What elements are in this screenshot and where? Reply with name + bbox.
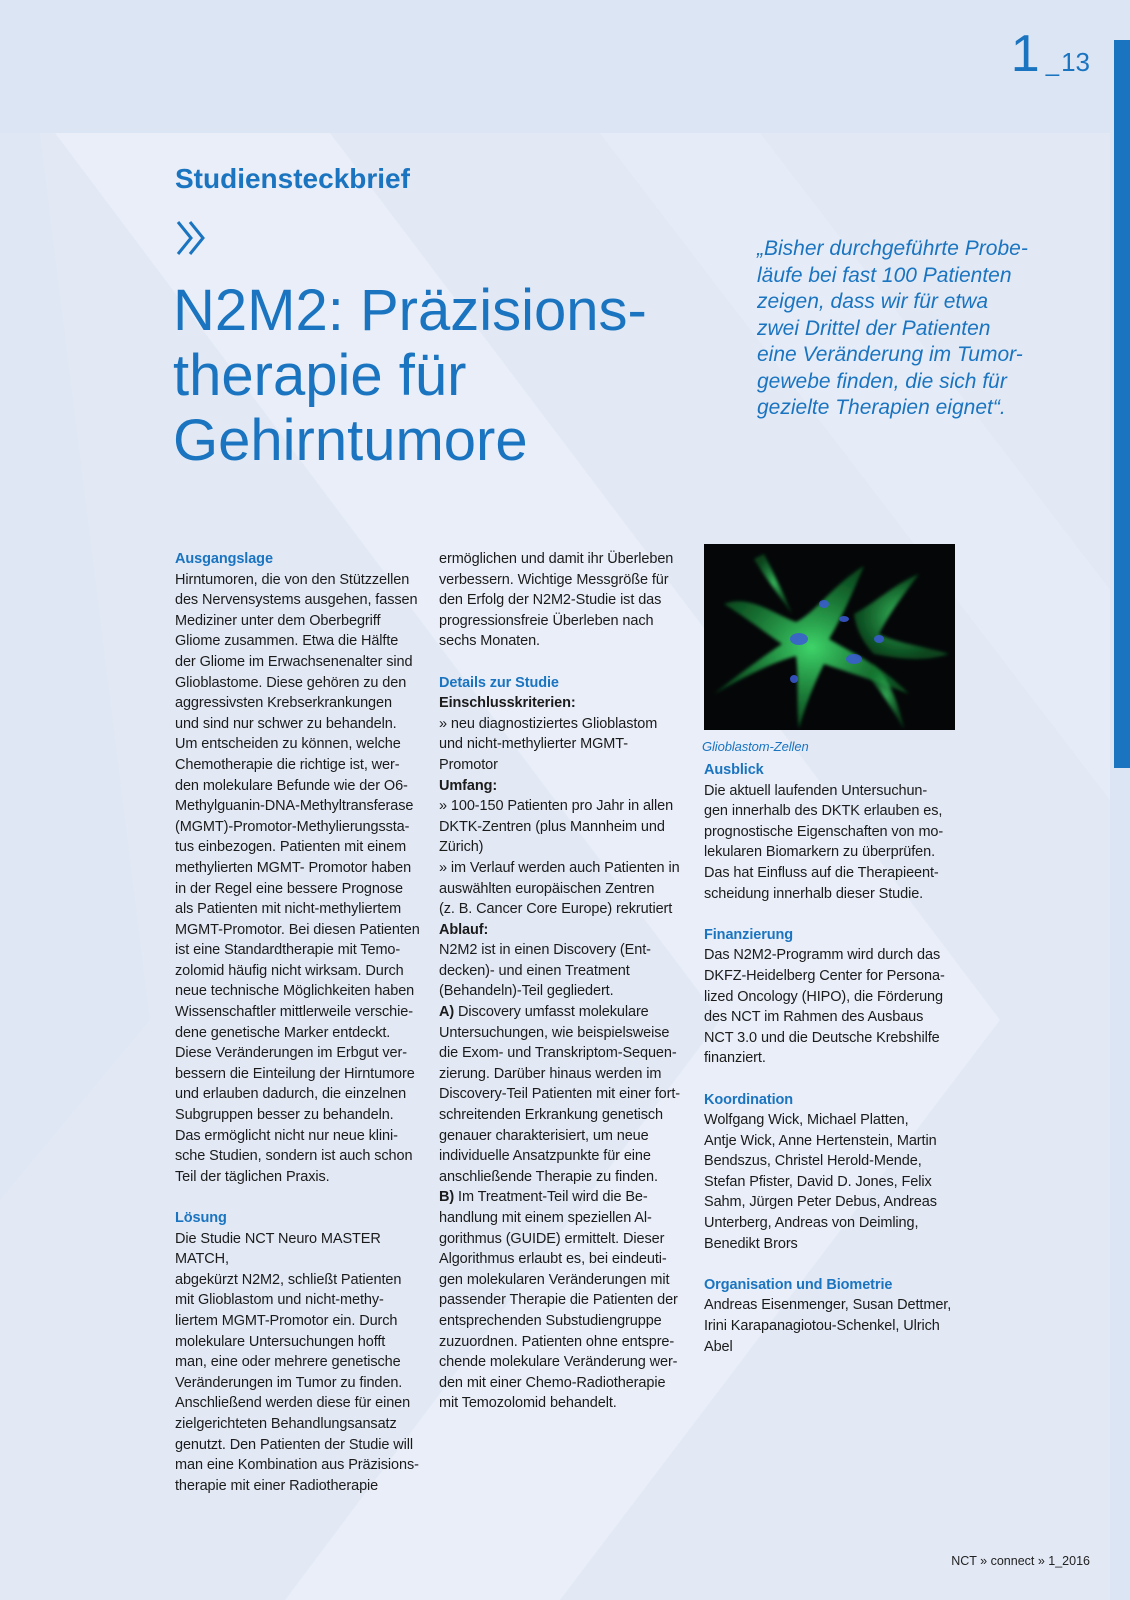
title-line: N2M2: Präzisions- (173, 278, 647, 343)
text-line: zuzuordnen. Patienten ohne entspre- (439, 1333, 675, 1350)
text-line: molekulare Untersuchungen hofft (175, 1333, 386, 1350)
text-line: liertem MGMT-Promotor ein. Durch (175, 1312, 398, 1329)
text-line: lized Oncology (HIPO), die Förderung (704, 988, 943, 1005)
text-line: Das ermöglicht nicht nur neue klini- (175, 1127, 398, 1144)
text-line: genauer charakterisiert, um neue (439, 1127, 649, 1144)
text-line: » im Verlauf werden auch Patienten in (439, 859, 680, 876)
text-line: und erlauben dadurch, die einzelnen (175, 1086, 407, 1103)
text-line: Untersuchungen, wie beispielsweise (439, 1024, 670, 1041)
text-line: handlung mit einem speziellen Al- (439, 1210, 652, 1226)
text-line: Glioblastome. Diese gehören zu den (175, 674, 407, 691)
text-line: Chemotherapie die richtige ist, wer- (175, 756, 400, 773)
paragraph-continued (439, 549, 701, 652)
page-number (1010, 25, 1090, 83)
text-line: sechs Monaten. (439, 633, 540, 650)
text-line: verbessern. Wichtige Messgröße für (439, 571, 669, 588)
quote-line: zeigen, dass wir für etwa (757, 290, 989, 313)
text-column-3 (704, 549, 966, 1357)
page-separator: _ (1045, 50, 1060, 77)
text-line: decken)- und einen Treatment (439, 962, 630, 979)
text-line: in der Regel eine bessere Prognose (175, 880, 403, 897)
text-line: und nicht-methylierter MGMT- (439, 736, 628, 753)
text-column-1 (175, 549, 427, 1496)
text-line: entsprechenden Substudiengruppe (439, 1312, 662, 1329)
text-span: Im Treatment-Teil wird die Be- (454, 1189, 648, 1206)
text-line: zolomid häufig nicht wirksam. Durch (175, 962, 404, 979)
text-line: mit Glioblastom und nicht-methy- (175, 1292, 384, 1309)
glioblastoma-cells-photo (704, 544, 955, 730)
text-line: Um entscheiden zu können, welche (175, 736, 401, 753)
quote-line: läufe bei fast 100 Patienten (757, 263, 1012, 287)
label-umfang: Umfang: (439, 777, 498, 794)
text-line: mit Temozolomid behandelt. (439, 1395, 617, 1412)
text-column-2 (439, 549, 701, 1414)
text-line: Promotor (439, 756, 498, 773)
text-line: anschließende Therapie zu finden. (439, 1168, 658, 1185)
photo-caption: Glioblastom-Zellen (702, 739, 809, 754)
paragraph-ausgangslage (175, 570, 427, 1188)
text-line: » neu diagnostiziertes Glioblastom (439, 715, 658, 732)
heading-organisation: Organisation und Biometrie (704, 1276, 893, 1293)
text-line: der Gliome im Erwachsenenalter sind (175, 653, 413, 670)
quote-line: gezielte Therapien eignet“. (757, 396, 1006, 419)
chapter-number: 1 (1010, 25, 1040, 83)
text-line: des NCT im Rahmen des Ausbaus (704, 1009, 924, 1026)
text-line: Discovery-Teil Patienten mit einer fort- (439, 1086, 680, 1103)
text-line: MGMT-Promotor. Bei diesen Patienten (175, 921, 420, 938)
page-number-value: 13 (1061, 47, 1090, 77)
text-line: Andreas Eisenmenger, Susan Dettmer, (704, 1297, 952, 1314)
text-line: zierung. Darüber hinaus werden im (439, 1065, 662, 1082)
double-chevron-right-icon (175, 220, 209, 261)
title-line: Gehirntumore (173, 408, 528, 473)
text-line: abgekürzt N2M2, schließt Patienten (175, 1271, 402, 1288)
text-line: prognostische Eigenschaften von mo- (704, 823, 944, 840)
text-line: » 100-150 Patienten pro Jahr in allen (439, 798, 674, 815)
text-line: gorithmus (GUIDE) ermittelt. Dieser (439, 1230, 665, 1247)
text-line: Zürich) (439, 839, 484, 856)
bullet-einschluss (439, 714, 701, 776)
text-line: progressionsfreie Überleben nach (439, 612, 654, 629)
text-line: man eine Kombination aus Präzisions- (175, 1457, 419, 1474)
text-line: den molekulare Befunde wie der O6- (175, 777, 408, 794)
text-line: des Nervensystems ausgehen, fassen (175, 592, 418, 609)
text-line: NCT 3.0 und die Deutsche Krebshilfe (704, 1029, 940, 1046)
paragraph-finanzierung (704, 945, 966, 1069)
text-line (439, 1002, 701, 1023)
side-accent-bar (1114, 40, 1130, 768)
text-line (439, 1187, 701, 1208)
text-line: Das N2M2-Programm wird durch das (704, 947, 941, 964)
paragraph-ablauf (439, 940, 701, 1414)
text-line: Subgruppen besser zu behandeln. (175, 1107, 394, 1124)
paragraph-koordination (704, 1110, 966, 1254)
bullet-umfang-1 (439, 796, 701, 858)
heading-loesung: Lösung (175, 1210, 227, 1226)
text-line: Methylguanin-DNA-Methyltransferase (175, 798, 414, 815)
text-line: (z. B. Cancer Core Europe) rekrutiert (439, 901, 673, 918)
text-line: Teil der täglichen Praxis. (175, 1168, 330, 1185)
text-line: dene genetische Marker entdeckt. (175, 1024, 391, 1041)
text-line: Hirntumoren, die von den Stützzellen (175, 571, 410, 588)
quote-line: zwei Drittel der Patienten (757, 316, 991, 340)
text-line: (Behandeln)-Teil gegliedert. (439, 983, 614, 1000)
text-line: Mediziner unter dem Oberbegriff (175, 612, 381, 629)
text-line: ermöglichen und damit ihr Überleben (439, 551, 674, 567)
text-line: als Patienten mit nicht-methyliertem (175, 901, 402, 918)
quote-line: „Bisher durchgeführte Probe- (757, 237, 1028, 260)
text-line: Anschließend werden diese für einen (175, 1395, 411, 1412)
text-line: den Erfolg der N2M2-Studie ist das (439, 592, 662, 609)
text-line: lekularen Biomarkern zu überprüfen. (704, 844, 936, 861)
text-line: Gliome zusammen. Etwa die Hälfte (175, 633, 399, 650)
label-ablauf: Ablauf: (439, 921, 489, 938)
text-line: DKFZ-Heidelberg Center for Persona- (704, 967, 945, 984)
text-line: (MGMT)-Promotor-Methylierungssta- (175, 818, 410, 835)
text-line: ist eine Standardtherapie mit Temo- (175, 942, 401, 959)
text-line: tus einbezogen. Patienten mit einem (175, 839, 407, 856)
text-line: die Exom- und Transkriptom-Sequen- (439, 1045, 677, 1062)
paragraph-loesung (175, 1229, 427, 1497)
text-line: Stefan Pfister, David D. Jones, Felix (704, 1173, 932, 1190)
text-line: Diese Veränderungen im Erbgut ver- (175, 1045, 407, 1062)
paragraph-ausblick (704, 781, 966, 905)
text-line: N2M2 ist in einen Discovery (Ent- (439, 942, 651, 959)
text-line: finanziert. (704, 1050, 766, 1067)
pull-quote (757, 236, 1062, 422)
text-line: Wolfgang Wick, Michael Platten, (704, 1112, 909, 1129)
text-line: und sind nur schwer zu behandeln. (175, 715, 397, 732)
heading-ausblick: Ausblick (704, 762, 764, 778)
text-line: aggressivsten Krebserkrankungen (175, 695, 392, 712)
heading-finanzierung: Finanzierung (704, 926, 794, 943)
text-line: passender Therapie die Patienten der (439, 1292, 678, 1309)
section-kicker: Studiensteckbrief (175, 163, 410, 194)
text-line: Veränderungen im Tumor zu finden. (175, 1374, 403, 1391)
text-line: Algorithmus erlaubt es, bei eindeuti- (439, 1251, 667, 1268)
text-line: den mit einer Chemo-Radiotherapie (439, 1374, 666, 1391)
bullet-umfang-2 (439, 858, 701, 920)
heading-koordination: Koordination (704, 1091, 794, 1108)
text-line: Irini Karapanagiotou-Schenkel, Ulrich (704, 1318, 940, 1335)
text-line: chende molekulare Veränderung wer- (439, 1354, 678, 1371)
text-line: Sahm, Jürgen Peter Debus, Andreas (704, 1194, 937, 1211)
quote-line: eine Veränderung im Tumor- (757, 343, 1023, 366)
text-line: scheidung innerhalb dieser Studie. (704, 885, 924, 902)
label-a: A) (439, 1004, 455, 1021)
paragraph-organisation (704, 1295, 966, 1357)
text-line: Benedikt Brors (704, 1235, 798, 1252)
text-line: DKTK-Zentren (plus Mannheim und (439, 818, 665, 835)
text-line: Die aktuell laufenden Untersuchun- (704, 782, 928, 799)
text-line: individuelle Ansatzpunkte für eine (439, 1148, 651, 1165)
heading-ausgangslage: Ausgangslage (175, 551, 273, 567)
text-line: Antje Wick, Anne Hertenstein, Martin (704, 1132, 937, 1149)
text-line: Unterberg, Andreas von Deimling, (704, 1215, 919, 1232)
text-line: genutzt. Den Patienten der Studie will (175, 1436, 414, 1453)
text-span: Discovery umfasst molekulare (454, 1004, 649, 1021)
text-line: therapie mit einer Radiotherapie (175, 1477, 379, 1494)
text-line: sche Studien, sondern ist auch schon (175, 1148, 413, 1165)
text-line: schreitenden Erkrankung genetisch (439, 1107, 664, 1124)
text-line: auswählten europäischen Zentren (439, 880, 655, 897)
text-line: neue technische Möglichkeiten haben (175, 983, 415, 1000)
text-line: Bendszus, Christel Herold-Mende, (704, 1153, 922, 1170)
quote-line: gewebe finden, die sich für (757, 369, 1007, 393)
text-line: methylierten MGMT- Promotor haben (175, 859, 412, 876)
text-line: gen innerhalb des DKTK erlauben es, (704, 803, 943, 820)
text-line: zielgerichteten Behandlungsansatz (175, 1415, 397, 1432)
text-line: Das hat Einfluss auf die Therapieent- (704, 864, 939, 881)
page-footer: NCT » connect » 1_2016 (951, 1554, 1090, 1568)
text-line: man, eine oder mehrere genetische (175, 1354, 401, 1371)
text-line: gen molekularen Veränderungen mit (439, 1271, 670, 1288)
text-line: bessern die Einteilung der Hirntumore (175, 1065, 415, 1082)
text-line: Abel (704, 1338, 733, 1355)
text-line: Wissenschaftler mittlerweile verschie- (175, 1004, 413, 1021)
title-line: therapie für (173, 343, 467, 408)
label-b: B) (439, 1189, 455, 1206)
heading-details: Details zur Studie (439, 674, 559, 691)
label-einschlusskriterien: Einschlusskriterien: (439, 695, 576, 712)
page-title (173, 278, 733, 473)
text-line: Die Studie NCT Neuro MASTER MATCH, (175, 1230, 381, 1268)
